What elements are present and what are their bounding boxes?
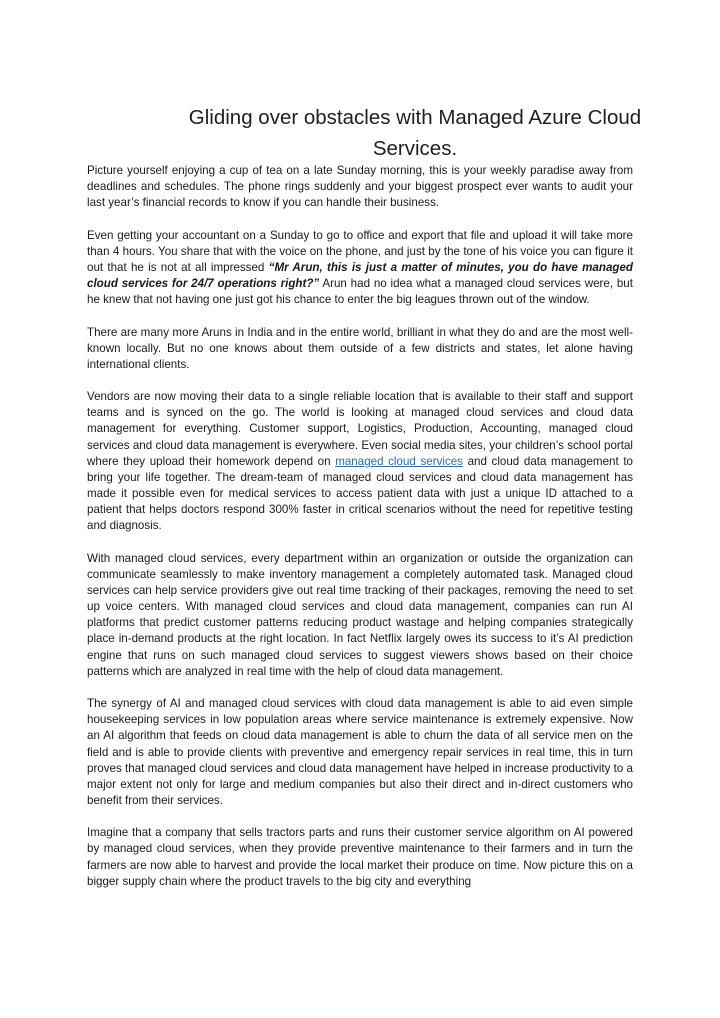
document-title: Gliding over obstacles with Managed Azure Cloud Services. [188,105,642,160]
managed-cloud-services-link[interactable]: managed cloud services [335,454,463,468]
paragraph-synergy: The synergy of AI and managed cloud services with cloud data management is able to aid even simple housekeeping services in low population areas where service maintenance is extremely expensive. Now an AI algorithm that feeds on cloud data management is able to churn the data of all service men on the field and is able to provide clients with preventive and emergency repair services in real time, this in turn proves that managed cloud services and cloud data management have helped in increase productivity to a major extent not only for large and medium companies but also their direct and in-direct customers who benefit from their services. [87,697,633,808]
paragraph-departments: With managed cloud services, every department within an organization or outside the organization can communicate seamlessly to make inventory management a completely automated task. Managed cloud services can help service providers give out real time tracking of their packages, removing the need to set up voice centers. With managed cloud services and cloud data management, companies can run AI platforms that predict customer patterns reducing product wastage and helping companies strategically place in-demand products at the right location. In fact Netflix largely owes its success to it’s AI prediction engine that runs on such managed cloud services to suggest viewers shows based on their choice patterns which are analyzed in real time with the help of cloud data management. [87,551,633,678]
quote-text: “Mr Arun, this is just a matter of minutes, you do have managed cloud services for 24/7 operations right?” [87,260,634,291]
paragraph-text: Vendors are now moving their data to a single reliable location that is available to their staff and support teams and is synced on the go. The world is looking at managed cloud services and cloud data management for everything. Customer support, Logistics, Production, Accounting, managed cloud services and cloud data management is everywhere. Even social media sites, your children’s school portal where they upload their homework depend on [87,390,633,468]
paragraph-intro: Picture yourself enjoying a cup of tea on a late Sunday morning, this is your weekly paradise away from deadlines and schedules. The phone rings suddenly and your biggest prospect ever wants to audit your last year’s financial records to know if you can handle their business. [87,164,633,210]
document-body [87,163,633,906]
paragraph-text: Arun had no idea what a managed cloud services were, but he knew that not having one just got his chance to enter the big leagues thrown out of the window. [87,277,633,307]
paragraph-tractors: Imagine that a company that sells tractors parts and runs their customer service algorithm on AI powered by managed cloud services, when they provide preventive maintenance to their farmers and in turn the farmers are now able to harvest and provide the local market their produce on time. Now picture this on a bigger supply chain where the product travels to the big city and everything [87,826,633,888]
paragraph-text: Even getting your accountant on a Sunday to go to office and export that file and upload it will take more than 4 hours. You share that with the voice on the phone, and just by the tone of his voice you can figure it out that he is not at all impressed [87,228,633,274]
paragraph-accountant [87,228,633,309]
paragraph-aruns: There are many more Aruns in India and in the entire world, brilliant in what they do and are the most well-known locally. But no one knows about them outside of a few districts and states, let alone having international clients. [87,325,633,371]
paragraph-text: and cloud data management to bring your life together. The dream-team of managed cloud services and cloud data management has made it possible even for medical services to access patient data with just a unique ID attached to a patient that helps doctors respond 300% faster in critical scenarios without the need for repetitive testing and diagnosis. [87,454,633,533]
paragraph-vendors [87,389,633,534]
